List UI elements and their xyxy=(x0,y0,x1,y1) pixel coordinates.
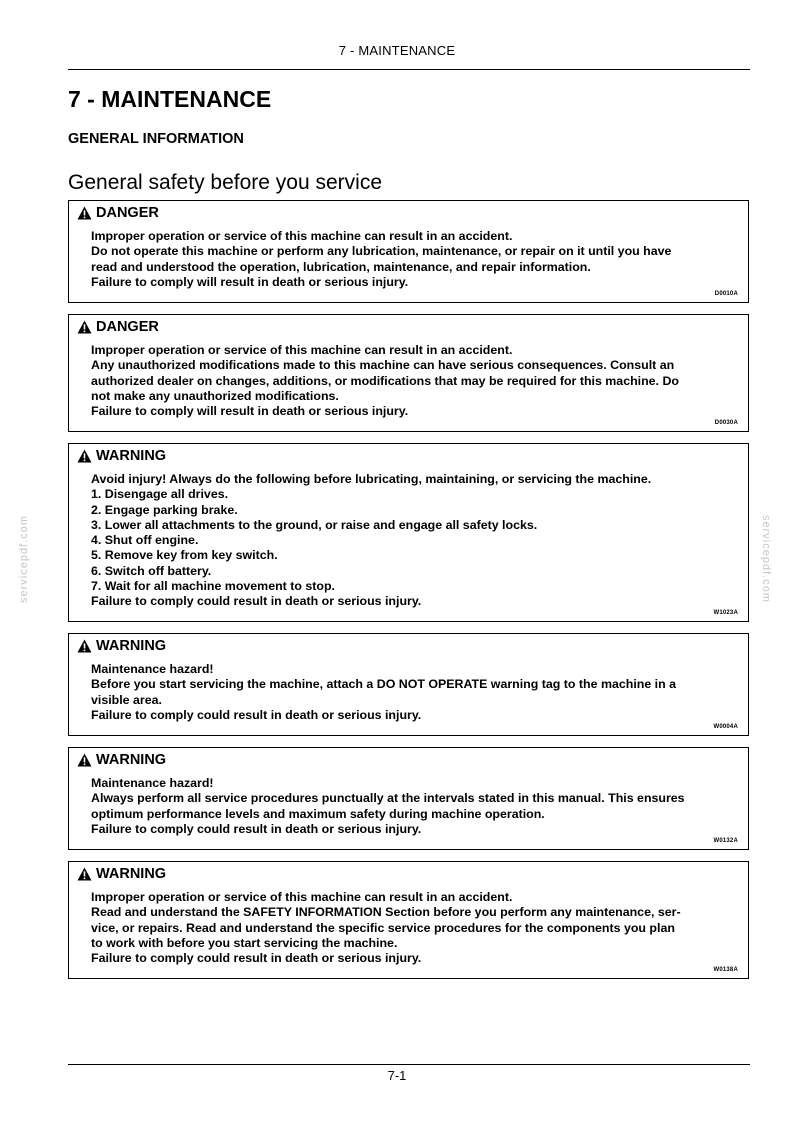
notice-type: WARNING xyxy=(96,752,167,768)
notice-line: visible area. xyxy=(91,692,162,707)
notice-line: Failure to comply could result in death or serious injury. xyxy=(91,821,422,836)
notice-line: Maintenance hazard! xyxy=(91,662,214,676)
notice-heading xyxy=(77,752,166,768)
warning-notice-2 xyxy=(68,633,749,736)
notice-line: authorized dealer on changes, additions, or modifications that may be required for this machine. Do xyxy=(91,373,679,388)
warning-triangle-icon xyxy=(77,206,92,220)
footer-rule xyxy=(68,1064,750,1065)
notice-body xyxy=(91,890,730,966)
notice-body xyxy=(91,343,730,419)
notice-type: DANGER xyxy=(96,205,159,221)
notice-line: not make any unauthorized modifications. xyxy=(91,388,339,403)
notice-line: 6. Switch off battery. xyxy=(91,563,212,578)
notice-line: 1. Disengage all drives. xyxy=(91,487,229,502)
notice-line: to work with before you start servicing the machine. xyxy=(91,935,398,950)
notice-heading xyxy=(77,205,159,221)
notice-heading xyxy=(77,866,166,882)
notice-heading xyxy=(77,638,166,654)
warning-triangle-icon xyxy=(77,320,92,334)
notice-line: Read and understand the SAFETY INFORMATION Section before you perform any maintenance, ser- xyxy=(91,905,681,920)
notice-code: D0030A xyxy=(714,420,738,426)
warning-triangle-icon xyxy=(77,753,92,767)
warning-notice-3 xyxy=(68,747,749,850)
notice-line: Any unauthorized modifications made to this machine can have serious consequences. Consult an xyxy=(91,358,675,373)
notice-code: W0132A xyxy=(713,838,738,844)
notice-body xyxy=(91,229,730,290)
notice-line: Avoid injury! Always do the following before lubricating, maintaining, or servicing the machine. xyxy=(91,472,652,486)
notice-line: vice, or repairs. Read and understand the specific service procedures for the components you plan xyxy=(91,920,675,935)
notice-line: 2. Engage parking brake. xyxy=(91,502,238,517)
notice-code: W1023A xyxy=(713,610,738,616)
notice-type: WARNING xyxy=(96,638,167,654)
running-header: 7 - MAINTENANCE xyxy=(338,43,456,58)
notice-line: read and understood the operation, lubrication, maintenance, and repair information. xyxy=(91,259,591,274)
warning-triangle-icon xyxy=(77,867,92,881)
notice-body xyxy=(91,662,730,723)
notice-line: Failure to comply could result in death or serious injury. xyxy=(91,707,422,722)
warning-notice-4 xyxy=(68,861,749,979)
notice-body xyxy=(91,472,730,610)
notice-line: Improper operation or service of this machine can result in an accident. xyxy=(91,890,513,904)
warning-triangle-icon xyxy=(77,449,92,463)
notice-line: Improper operation or service of this machine can result in an accident. xyxy=(91,229,513,243)
notice-line: Do not operate this machine or perform any lubrication, maintenance, or repair on it until you have xyxy=(91,244,672,259)
notice-line: Always perform all service procedures punctually at the intervals stated in this manual. This ensures xyxy=(91,791,685,806)
danger-notice-2 xyxy=(68,314,749,432)
notice-line: 3. Lower all attachments to the ground, or raise and engage all safety locks. xyxy=(91,517,538,532)
notice-code: W0138A xyxy=(713,967,738,973)
chapter-title: 7 - MAINTENANCE xyxy=(68,86,272,112)
notice-type: WARNING xyxy=(96,866,167,882)
notice-heading xyxy=(77,448,166,464)
notice-type: DANGER xyxy=(96,319,159,335)
notice-line: 5. Remove key from key switch. xyxy=(91,548,278,563)
subsection-title: General safety before you service xyxy=(68,171,382,194)
notice-line: 7. Wait for all machine movement to stop. xyxy=(91,579,335,594)
watermark-right: servicepdf.com xyxy=(760,515,772,603)
warning-notice-1 xyxy=(68,443,749,622)
warning-triangle-icon xyxy=(77,639,92,653)
notice-type: WARNING xyxy=(96,448,167,464)
notice-line: Failure to comply could result in death or serious injury. xyxy=(91,594,422,609)
notice-line: Improper operation or service of this machine can result in an accident. xyxy=(91,343,513,357)
notice-code: W0004A xyxy=(713,724,738,730)
notice-line: Failure to comply will result in death or serious injury. xyxy=(91,274,409,289)
notice-body xyxy=(91,776,730,837)
notice-line: optimum performance levels and maximum safety during machine operation. xyxy=(91,806,545,821)
header-rule xyxy=(68,69,750,70)
notice-heading xyxy=(77,319,159,335)
watermark-left: servicepdf.com xyxy=(18,515,30,603)
notice-line: Before you start servicing the machine, attach a DO NOT OPERATE warning tag to the machine in a xyxy=(91,677,677,692)
notice-code: D0010A xyxy=(714,291,738,297)
page-number: 7-1 xyxy=(387,1068,407,1083)
notice-line: Failure to comply will result in death or serious injury. xyxy=(91,404,409,419)
notice-line: Failure to comply could result in death or serious injury. xyxy=(91,951,422,966)
danger-notice-1 xyxy=(68,200,749,303)
notice-line: 4. Shut off engine. xyxy=(91,533,199,548)
notice-line: Maintenance hazard! xyxy=(91,776,214,790)
section-title: GENERAL INFORMATION xyxy=(68,131,244,147)
